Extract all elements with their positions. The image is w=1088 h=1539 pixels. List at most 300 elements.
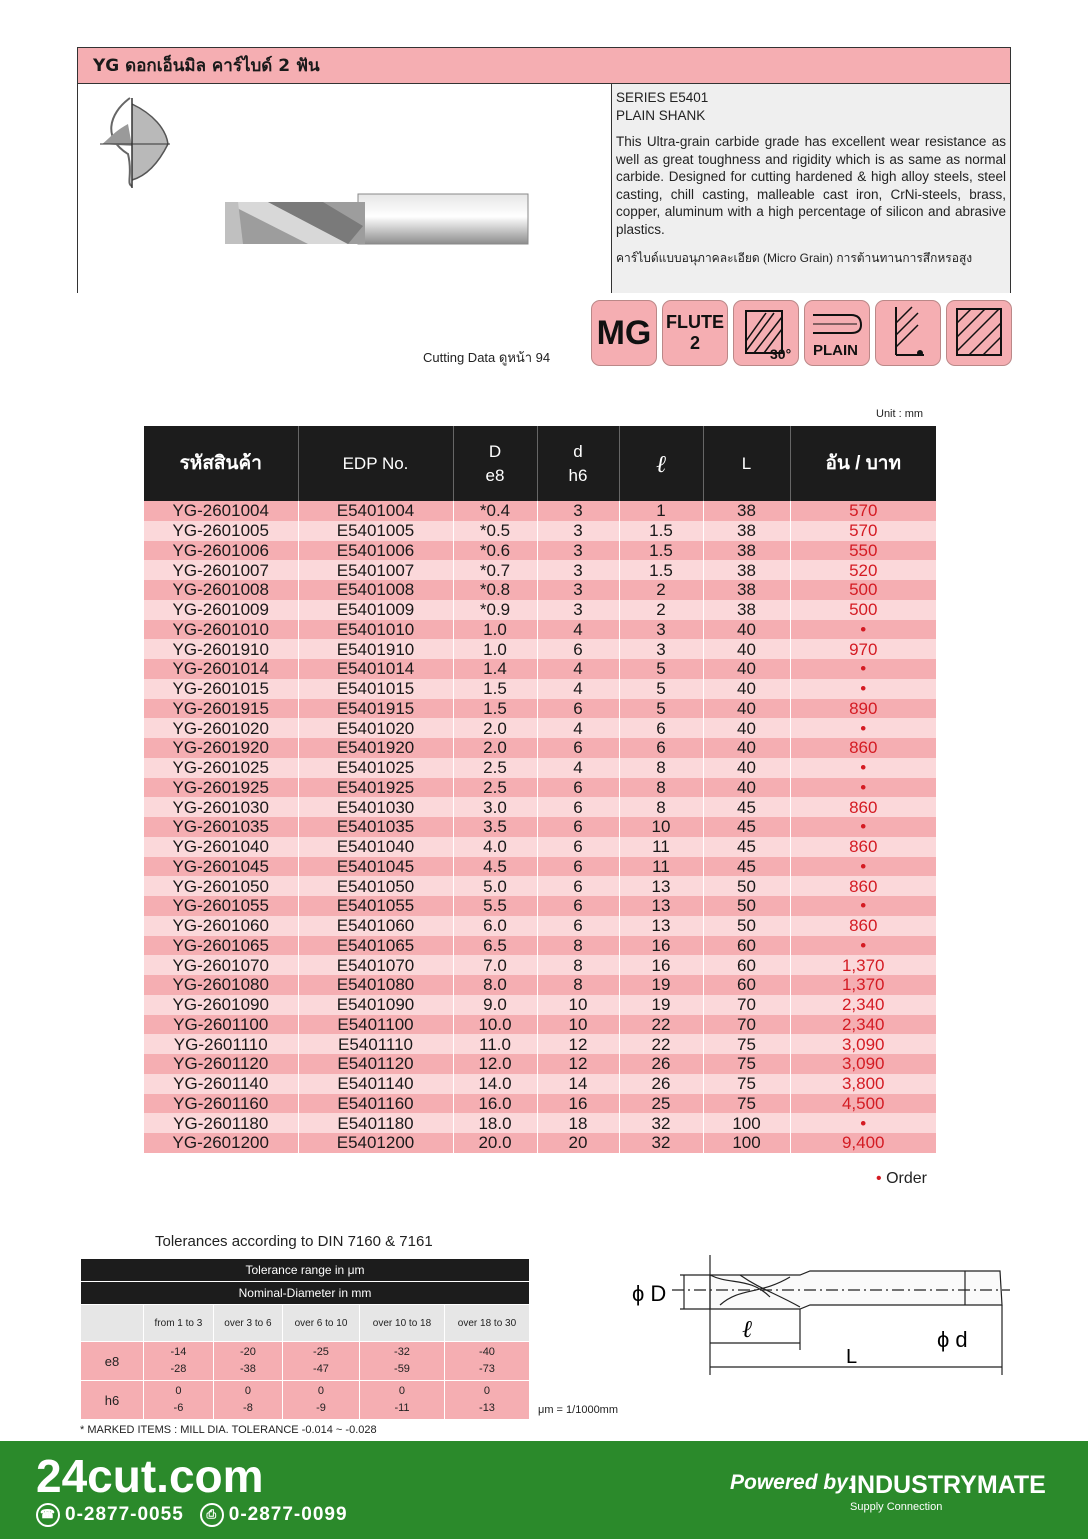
- edp-cell: E5401070: [298, 955, 453, 975]
- nominal-diameter-label: Nominal-Diameter in mm: [81, 1282, 530, 1305]
- D-cell: 1.0: [453, 639, 537, 659]
- table-row: [144, 916, 936, 936]
- d-cell: 8: [537, 955, 619, 975]
- thai-note: คาร์ไบด์แบบอนุภาคละเอียด (Micro Grain) การต้านทานการสึกหรอสูง: [616, 251, 973, 265]
- d-cell: 4: [537, 659, 619, 679]
- mg-badge: MG: [591, 300, 657, 366]
- helix-angle-icon: [736, 303, 796, 363]
- code-cell: YG-2601005: [144, 521, 298, 541]
- code-cell: YG-2601140: [144, 1074, 298, 1094]
- L-cell: 40: [703, 778, 790, 798]
- ell-cell: 16: [619, 955, 703, 975]
- end-view-icon: [100, 98, 170, 188]
- price-cell: 570: [790, 501, 936, 521]
- L-cell: 75: [703, 1074, 790, 1094]
- col-edp: EDP No.: [298, 426, 453, 501]
- D-cell: 12.0: [453, 1054, 537, 1074]
- code-cell: YG-2601065: [144, 936, 298, 956]
- price-cell: •: [790, 659, 936, 679]
- D-cell: 10.0: [453, 1015, 537, 1035]
- edp-cell: E5401160: [298, 1094, 453, 1114]
- ell-cell: 19: [619, 995, 703, 1015]
- edp-cell: E5401045: [298, 857, 453, 877]
- d-cell: 3: [537, 541, 619, 561]
- d-cell: 6: [537, 817, 619, 837]
- table-row: [144, 1054, 936, 1074]
- table-row: [144, 995, 936, 1015]
- table-row: [144, 718, 936, 738]
- svg-text:ϕ D: ϕ D: [632, 1281, 667, 1306]
- edp-cell: E5401100: [298, 1015, 453, 1035]
- d-cell: 20: [537, 1133, 619, 1153]
- ell-cell: 5: [619, 659, 703, 679]
- footer: [0, 1441, 1088, 1539]
- code-cell: YG-2601050: [144, 876, 298, 896]
- ell-cell: 32: [619, 1113, 703, 1133]
- D-cell: 9.0: [453, 995, 537, 1015]
- code-cell: YG-2601080: [144, 975, 298, 995]
- L-cell: 40: [703, 679, 790, 699]
- code-cell: YG-2601055: [144, 896, 298, 916]
- D-cell: 3.5: [453, 817, 537, 837]
- edp-cell: E5401040: [298, 837, 453, 857]
- price-cell: 1,370: [790, 955, 936, 975]
- table-row: [144, 1133, 936, 1153]
- L-cell: 38: [703, 541, 790, 561]
- table-row: [144, 857, 936, 877]
- code-cell: YG-2601007: [144, 560, 298, 580]
- L-cell: 40: [703, 718, 790, 738]
- price-cell: •: [790, 718, 936, 738]
- edp-cell: E5401060: [298, 916, 453, 936]
- D-cell: 2.0: [453, 718, 537, 738]
- price-cell: •: [790, 936, 936, 956]
- code-cell: YG-2601920: [144, 738, 298, 758]
- D-cell: 5.0: [453, 876, 537, 896]
- L-cell: 75: [703, 1094, 790, 1114]
- code-cell: YG-2601035: [144, 817, 298, 837]
- code-cell: YG-2601090: [144, 995, 298, 1015]
- table-row: [144, 501, 936, 521]
- product-image: [78, 84, 612, 293]
- D-cell: 4.0: [453, 837, 537, 857]
- product-table: [144, 426, 936, 1153]
- edp-cell: E5401140: [298, 1074, 453, 1094]
- powered-by: Powered by:: [730, 1471, 855, 1494]
- price-cell: •: [790, 778, 936, 798]
- L-cell: 40: [703, 639, 790, 659]
- price-cell: 2,340: [790, 1015, 936, 1035]
- edp-cell: E5401920: [298, 738, 453, 758]
- price-cell: •: [790, 620, 936, 640]
- ell-cell: 6: [619, 738, 703, 758]
- d-cell: 6: [537, 797, 619, 817]
- col-code: รหัสสินค้า: [144, 426, 298, 501]
- L-cell: 40: [703, 699, 790, 719]
- d-cell: 10: [537, 995, 619, 1015]
- cutting-data-note: Cutting Data ดูหน้า 94: [423, 350, 551, 365]
- side-milling-badge: [875, 300, 941, 366]
- tolerance-range-cell: over 18 to 30: [444, 1305, 529, 1342]
- D-cell: 1.5: [453, 679, 537, 699]
- code-cell: YG-2601060: [144, 916, 298, 936]
- D-cell: *0.8: [453, 580, 537, 600]
- table-row: [144, 738, 936, 758]
- dimension-diagram: [600, 1235, 1020, 1385]
- code-cell: YG-2601006: [144, 541, 298, 561]
- D-cell: 1.5: [453, 699, 537, 719]
- price-cell: 3,090: [790, 1054, 936, 1074]
- code-cell: YG-2601925: [144, 778, 298, 798]
- ell-cell: 13: [619, 876, 703, 896]
- code-cell: YG-2601025: [144, 758, 298, 778]
- ell-cell: 26: [619, 1054, 703, 1074]
- table-row: [144, 778, 936, 798]
- phone-icon: ☎: [36, 1503, 60, 1527]
- D-cell: 3.0: [453, 797, 537, 817]
- D-cell: 2.0: [453, 738, 537, 758]
- L-cell: 40: [703, 620, 790, 640]
- d-cell: 6: [537, 778, 619, 798]
- ell-cell: 13: [619, 896, 703, 916]
- tolerance-table: [80, 1258, 530, 1420]
- tolerance-value-cell: 0 -11: [360, 1381, 445, 1420]
- d-cell: 12: [537, 1054, 619, 1074]
- d-cell: 4: [537, 758, 619, 778]
- svg-text:L: L: [846, 1346, 858, 1368]
- tolerance-value-cell: -32 -59: [360, 1342, 445, 1381]
- price-cell: •: [790, 896, 936, 916]
- code-cell: YG-2601004: [144, 501, 298, 521]
- ell-cell: 3: [619, 639, 703, 659]
- table-row: [144, 639, 936, 659]
- L-cell: 50: [703, 896, 790, 916]
- L-cell: 100: [703, 1133, 790, 1153]
- code-cell: YG-2601915: [144, 699, 298, 719]
- L-cell: 40: [703, 659, 790, 679]
- ell-cell: 1.5: [619, 541, 703, 561]
- D-cell: 20.0: [453, 1133, 537, 1153]
- col-D: D e8: [453, 426, 537, 501]
- ell-cell: 26: [619, 1074, 703, 1094]
- tolerance-range-cell: over 6 to 10: [282, 1305, 359, 1342]
- code-cell: YG-2601030: [144, 797, 298, 817]
- table-row: [144, 1113, 936, 1133]
- tolerance-value-cell: 0 -6: [144, 1381, 214, 1420]
- ell-cell: 8: [619, 778, 703, 798]
- code-cell: YG-2601009: [144, 600, 298, 620]
- d-cell: 6: [537, 876, 619, 896]
- edp-cell: E5401035: [298, 817, 453, 837]
- code-cell: YG-2601180: [144, 1113, 298, 1133]
- um-note: μm = 1/1000mm: [538, 1404, 619, 1416]
- table-row: [144, 936, 936, 956]
- edp-cell: E5401925: [298, 778, 453, 798]
- price-cell: •: [790, 1113, 936, 1133]
- tolerance-title: Tolerances according to DIN 7160 & 7161: [155, 1233, 433, 1250]
- price-cell: •: [790, 758, 936, 778]
- code-cell: YG-2601100: [144, 1015, 298, 1035]
- d-cell: 3: [537, 501, 619, 521]
- table-row: [144, 600, 936, 620]
- price-cell: 1,370: [790, 975, 936, 995]
- d-cell: 6: [537, 857, 619, 877]
- edp-cell: E5401009: [298, 600, 453, 620]
- edp-cell: E5401008: [298, 580, 453, 600]
- edp-cell: E5401020: [298, 718, 453, 738]
- col-L: L: [703, 426, 790, 501]
- price-cell: 4,500: [790, 1094, 936, 1114]
- D-cell: *0.6: [453, 541, 537, 561]
- code-cell: YG-2601160: [144, 1094, 298, 1114]
- price-cell: 500: [790, 600, 936, 620]
- ell-cell: 16: [619, 936, 703, 956]
- phone-number[interactable]: 0-2877-0055: [65, 1504, 184, 1525]
- edp-cell: E5401110: [298, 1034, 453, 1054]
- D-cell: *0.5: [453, 521, 537, 541]
- edp-cell: E5401005: [298, 521, 453, 541]
- table-row: [144, 837, 936, 857]
- table-row: [144, 955, 936, 975]
- ell-cell: 2: [619, 600, 703, 620]
- d-cell: 6: [537, 699, 619, 719]
- d-cell: 3: [537, 580, 619, 600]
- edp-cell: E5401080: [298, 975, 453, 995]
- d-cell: 18: [537, 1113, 619, 1133]
- D-cell: 7.0: [453, 955, 537, 975]
- table-row: [144, 620, 936, 640]
- L-cell: 38: [703, 600, 790, 620]
- table-row: [144, 1074, 936, 1094]
- edp-cell: E5401015: [298, 679, 453, 699]
- tolerance-range-cell: from 1 to 3: [144, 1305, 214, 1342]
- edp-cell: E5401055: [298, 896, 453, 916]
- col-ell: ℓ: [619, 426, 703, 501]
- order-note: • Order: [876, 1170, 927, 1187]
- L-cell: 60: [703, 975, 790, 995]
- ell-cell: 5: [619, 699, 703, 719]
- code-cell: YG-2601008: [144, 580, 298, 600]
- code-cell: YG-2601120: [144, 1054, 298, 1074]
- price-cell: 860: [790, 738, 936, 758]
- table-row: [144, 521, 936, 541]
- flute-badge: [662, 300, 728, 366]
- ell-cell: 19: [619, 975, 703, 995]
- edp-cell: E5401090: [298, 995, 453, 1015]
- price-cell: 550: [790, 541, 936, 561]
- flute-value: 2: [689, 333, 700, 353]
- L-cell: 45: [703, 857, 790, 877]
- product-description: [612, 84, 1010, 293]
- tolerance-range-cell: over 10 to 18: [360, 1305, 445, 1342]
- ell-cell: 1.5: [619, 560, 703, 580]
- end-mill-image: [225, 194, 528, 244]
- d-cell: 6: [537, 916, 619, 936]
- code-cell: YG-2601200: [144, 1133, 298, 1153]
- table-row: [144, 659, 936, 679]
- L-cell: 45: [703, 817, 790, 837]
- d-cell: 8: [537, 936, 619, 956]
- price-cell: •: [790, 857, 936, 877]
- edp-cell: E5401910: [298, 639, 453, 659]
- table-row: [144, 896, 936, 916]
- table-row: [144, 699, 936, 719]
- table-row: [144, 1015, 936, 1035]
- d-cell: 3: [537, 600, 619, 620]
- ell-cell: 1: [619, 501, 703, 521]
- site-link[interactable]: 24cut.com: [36, 1450, 264, 1502]
- price-cell: 860: [790, 916, 936, 936]
- table-row: [144, 1094, 936, 1114]
- edp-cell: E5401030: [298, 797, 453, 817]
- table-row: [144, 876, 936, 896]
- ell-cell: 6: [619, 718, 703, 738]
- svg-text:ϕ d: ϕ d: [937, 1327, 968, 1352]
- D-cell: 6.5: [453, 936, 537, 956]
- D-cell: 1.0: [453, 620, 537, 640]
- edp-cell: E5401915: [298, 699, 453, 719]
- d-cell: 16: [537, 1094, 619, 1114]
- brand-tagline: Supply Connection: [850, 1501, 943, 1513]
- L-cell: 50: [703, 916, 790, 936]
- L-cell: 38: [703, 521, 790, 541]
- price-cell: 860: [790, 876, 936, 896]
- side-milling-icon: [878, 303, 938, 363]
- ell-cell: 22: [619, 1015, 703, 1035]
- slot-milling-icon: [949, 303, 1009, 363]
- L-cell: 38: [703, 560, 790, 580]
- L-cell: 40: [703, 738, 790, 758]
- price-cell: •: [790, 817, 936, 837]
- helix-30-badge: [733, 300, 799, 366]
- price-cell: 2,340: [790, 995, 936, 1015]
- tolerance-value-cell: -25 -47: [282, 1342, 359, 1381]
- d-cell: 6: [537, 837, 619, 857]
- code-cell: YG-2601040: [144, 837, 298, 857]
- price-cell: 520: [790, 560, 936, 580]
- ell-cell: 3: [619, 620, 703, 640]
- price-cell: 860: [790, 837, 936, 857]
- unit-label: Unit : mm: [876, 408, 924, 420]
- d-cell: 3: [537, 560, 619, 580]
- code-cell: YG-2601045: [144, 857, 298, 877]
- tolerance-range-label: Tolerance range in μm: [81, 1259, 530, 1282]
- code-cell: YG-2601020: [144, 718, 298, 738]
- price-cell: 570: [790, 521, 936, 541]
- svg-text:ℓ: ℓ: [742, 1315, 752, 1343]
- L-cell: 40: [703, 758, 790, 778]
- D-cell: *0.7: [453, 560, 537, 580]
- d-cell: 4: [537, 620, 619, 640]
- fax-number: 0-2877-0099: [228, 1504, 348, 1525]
- svg-text:30°: 30°: [770, 346, 792, 362]
- edp-cell: E5401025: [298, 758, 453, 778]
- price-cell: •: [790, 679, 936, 699]
- tolerance-value-cell: -20 -38: [213, 1342, 282, 1381]
- L-cell: 75: [703, 1034, 790, 1054]
- D-cell: 11.0: [453, 1034, 537, 1054]
- tolerance-value-cell: -40 -73: [444, 1342, 529, 1381]
- D-cell: 5.5: [453, 896, 537, 916]
- ell-cell: 11: [619, 837, 703, 857]
- table-row: [144, 758, 936, 778]
- tolerance-value-cell: 0 -13: [444, 1381, 529, 1420]
- code-cell: YG-2601070: [144, 955, 298, 975]
- edp-cell: E5401050: [298, 876, 453, 896]
- edp-cell: E5401006: [298, 541, 453, 561]
- D-cell: 2.5: [453, 758, 537, 778]
- slot-milling-badge: [946, 300, 1012, 366]
- L-cell: 70: [703, 995, 790, 1015]
- col-d: d h6: [537, 426, 619, 501]
- code-cell: YG-2601110: [144, 1034, 298, 1054]
- h6-label: h6: [81, 1381, 144, 1420]
- table-row: [144, 1034, 936, 1054]
- product-title: YG ดอกเอ็นมิล คาร์ไบด์ 2 ฟัน: [78, 48, 1010, 84]
- svg-text:PLAIN: PLAIN: [813, 342, 858, 359]
- d-cell: 3: [537, 521, 619, 541]
- L-cell: 100: [703, 1113, 790, 1133]
- table-row: [144, 679, 936, 699]
- tolerance-value-cell: 0 -8: [213, 1381, 282, 1420]
- L-cell: 50: [703, 876, 790, 896]
- table-row: [144, 560, 936, 580]
- plain-shank-icon: [807, 303, 867, 363]
- edp-cell: E5401004: [298, 501, 453, 521]
- edp-cell: E5401014: [298, 659, 453, 679]
- edp-cell: E5401065: [298, 936, 453, 956]
- ell-cell: 8: [619, 797, 703, 817]
- d-cell: 6: [537, 738, 619, 758]
- edp-cell: E5401007: [298, 560, 453, 580]
- D-cell: 1.4: [453, 659, 537, 679]
- description-text: This Ultra-grain carbide grade has excellent wear resistance as well as great toughness and rigidity which is as same as normal carbide. Designed for cutting hardened & high alloy steels, steel casting, chill casting, malleable cast iron, CrNi-steels, brass, copper, aluminum with a high percentage of silicon and abrasive plastics.: [616, 134, 1006, 237]
- ell-cell: 25: [619, 1094, 703, 1114]
- L-cell: 45: [703, 837, 790, 857]
- price-cell: 500: [790, 580, 936, 600]
- ell-cell: 5: [619, 679, 703, 699]
- table-row: [144, 797, 936, 817]
- feature-badges: [591, 300, 1012, 366]
- price-cell: 970: [790, 639, 936, 659]
- product-header: [77, 47, 1011, 293]
- d-cell: 6: [537, 896, 619, 916]
- table-row: [144, 817, 936, 837]
- d-cell: 6: [537, 639, 619, 659]
- contact-numbers: [36, 1503, 348, 1527]
- price-cell: 9,400: [790, 1133, 936, 1153]
- ell-cell: 10: [619, 817, 703, 837]
- edp-cell: E5401180: [298, 1113, 453, 1133]
- D-cell: 18.0: [453, 1113, 537, 1133]
- d-cell: 8: [537, 975, 619, 995]
- table-row: [144, 975, 936, 995]
- D-cell: 16.0: [453, 1094, 537, 1114]
- d-cell: 4: [537, 679, 619, 699]
- ell-cell: 8: [619, 758, 703, 778]
- L-cell: 70: [703, 1015, 790, 1035]
- ell-cell: 2: [619, 580, 703, 600]
- D-cell: 2.5: [453, 778, 537, 798]
- price-cell: 890: [790, 699, 936, 719]
- price-cell: 3,800: [790, 1074, 936, 1094]
- edp-cell: E5401010: [298, 620, 453, 640]
- d-cell: 10: [537, 1015, 619, 1035]
- D-cell: 14.0: [453, 1074, 537, 1094]
- ell-cell: 1.5: [619, 521, 703, 541]
- L-cell: 38: [703, 501, 790, 521]
- price-cell: 3,090: [790, 1034, 936, 1054]
